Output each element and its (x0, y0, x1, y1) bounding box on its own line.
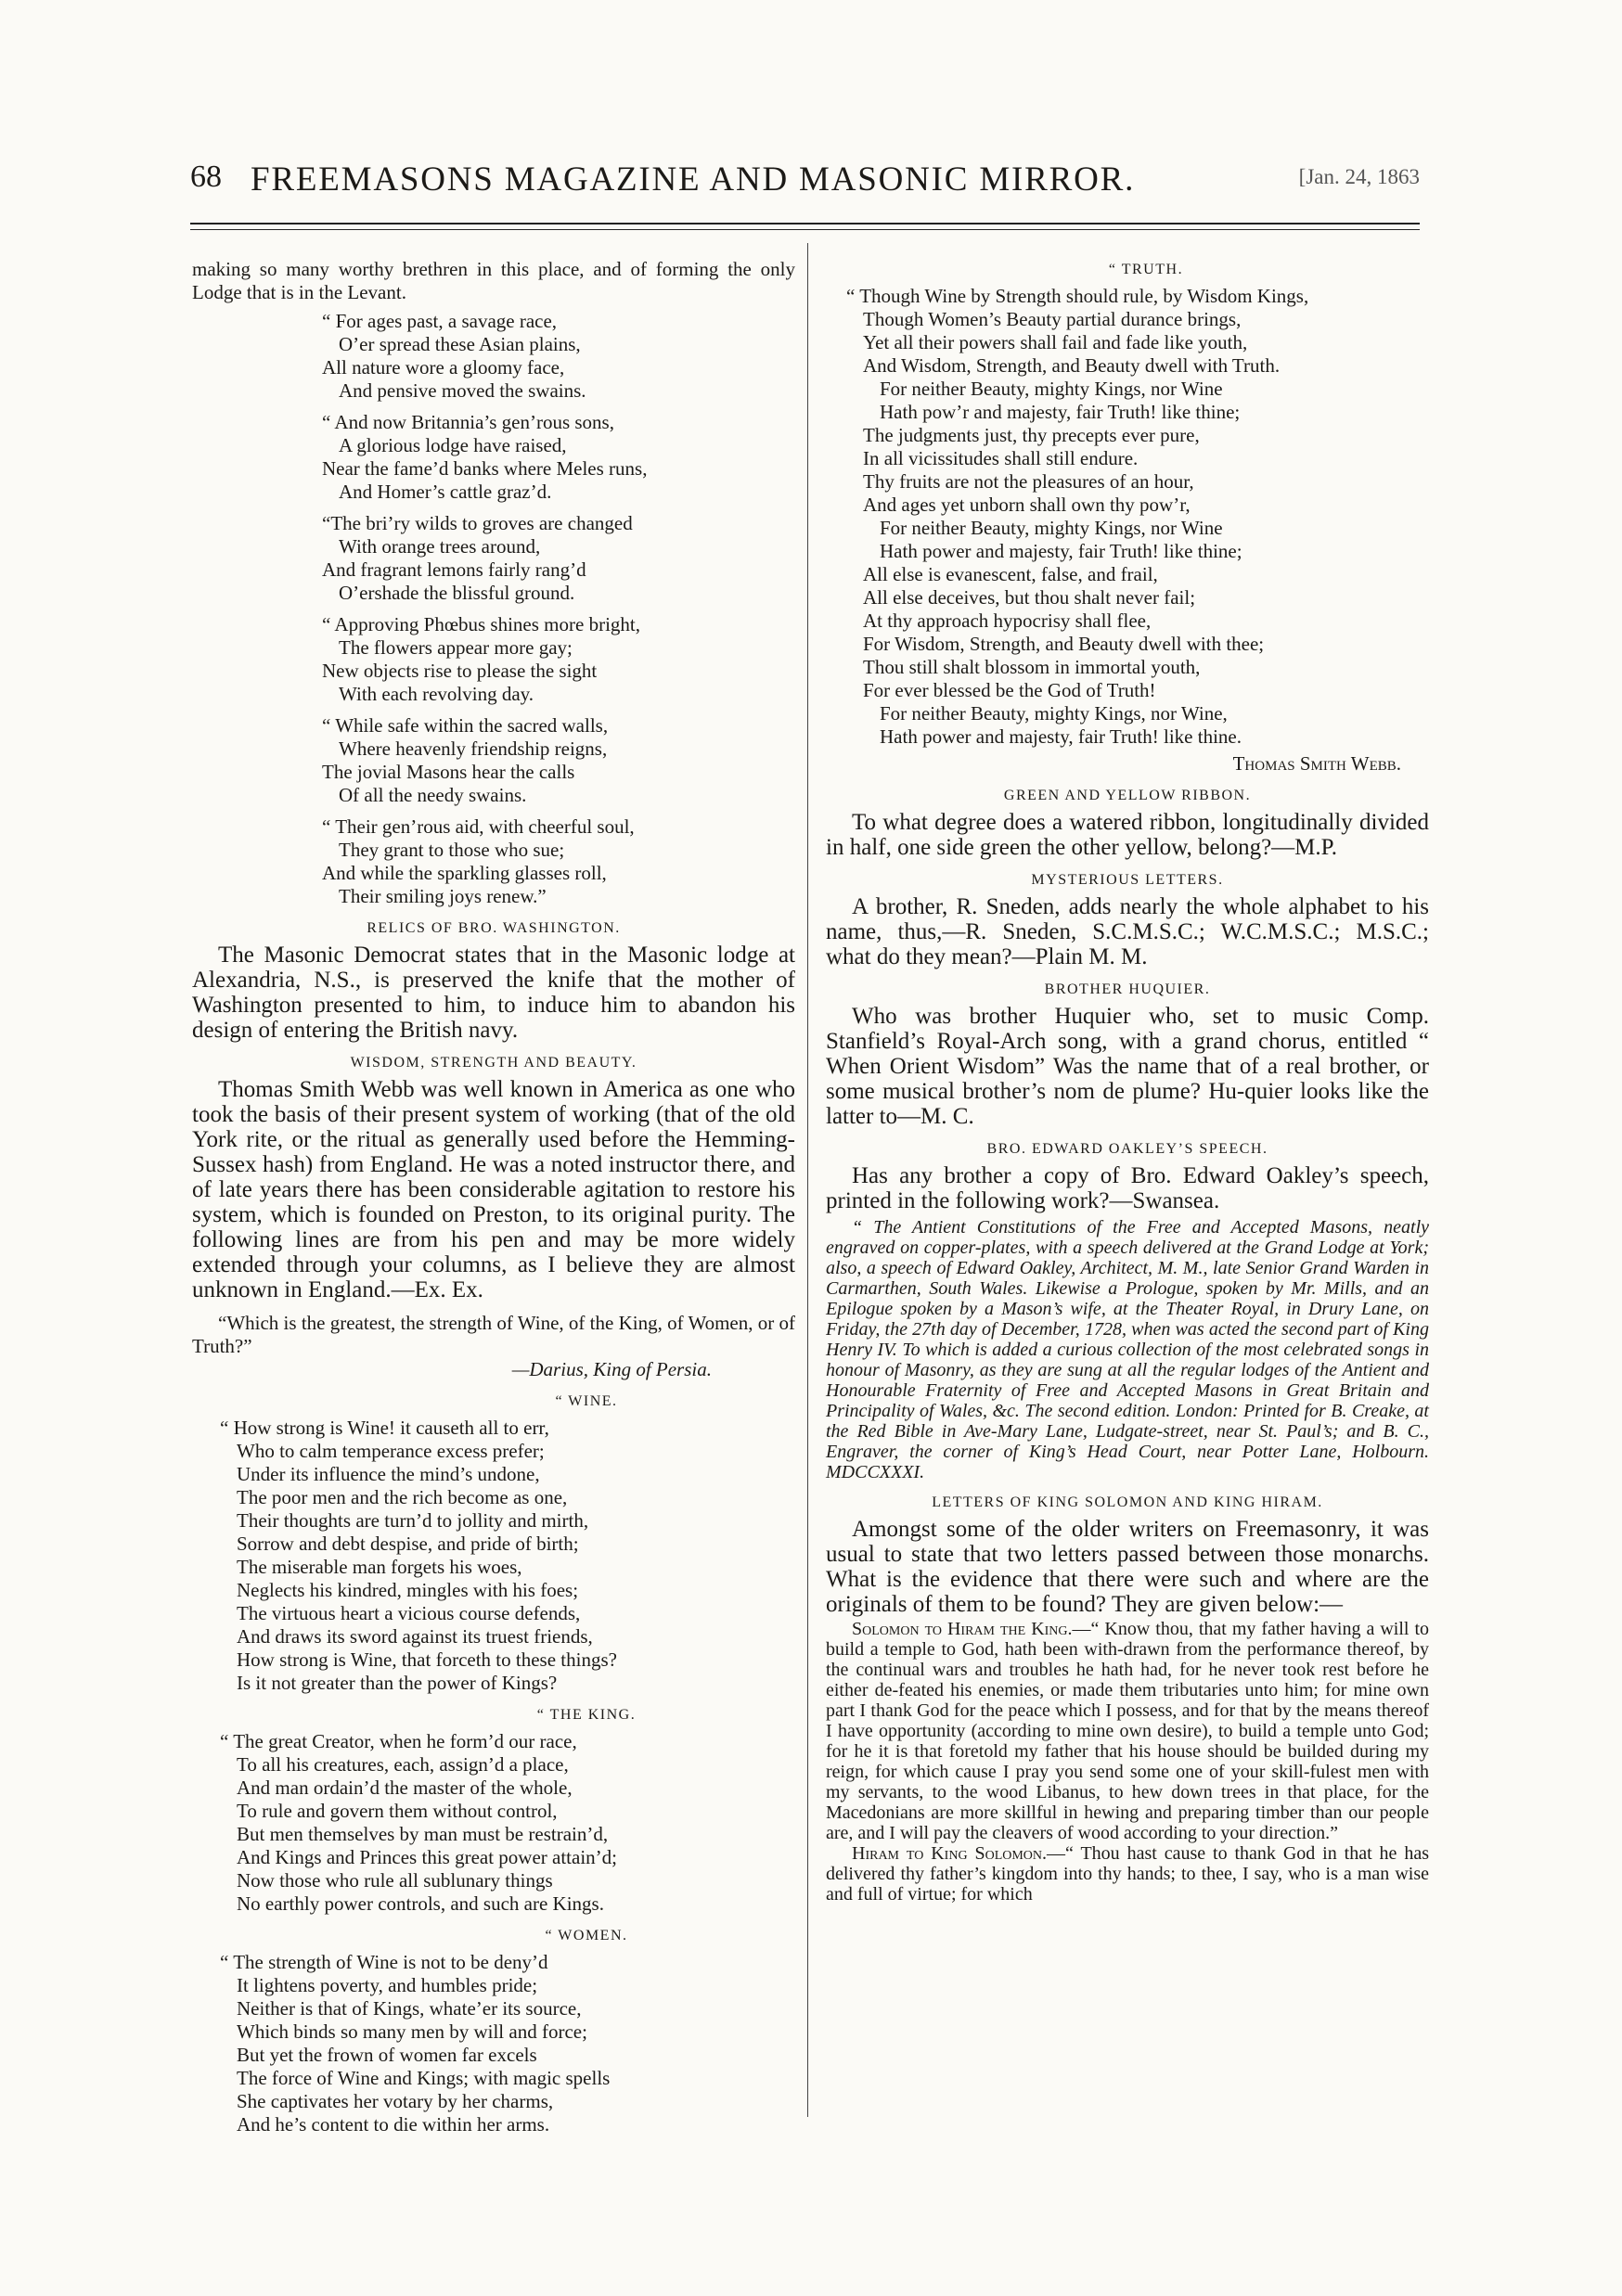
poem-line: They grant to those who sue; (339, 839, 565, 861)
poem-line: With orange trees around, (339, 535, 541, 558)
women-poem (220, 1951, 795, 2136)
poem-line: Hath power and majesty, fair Truth! like thine; (880, 540, 1242, 562)
poem-line: Thou still shalt blossom in immortal youth, (863, 656, 1201, 678)
poem-line: How strong is Wine, that forceth to these things? (237, 1648, 617, 1671)
poem-line: All else deceives, but thou shalt never fail; (863, 586, 1196, 609)
stanza (322, 613, 795, 706)
mysterious-letters-heading: MYSTERIOUS LETTERS. (1031, 872, 1224, 888)
poem-line: For Wisdom, Strength, and Beauty dwell with thee; (863, 633, 1265, 655)
letters-heading: LETTERS OF KING SOLOMON AND KING HIRAM. (932, 1494, 1323, 1510)
header-rule-thin (190, 229, 1420, 230)
poem-line: And Homer’s cattle graz’d. (339, 481, 552, 503)
stanza (322, 310, 795, 403)
truth-signature: Thomas Smith Webb. (1232, 752, 1401, 775)
poem-line: “ And now Britannia’s gen’rous sons, (322, 411, 614, 433)
hiram-letter (826, 1843, 1429, 1905)
solomon-letter (826, 1619, 1429, 1843)
intro-paragraph: making so many worthy brethren in this place, and of forming the only Lodge that is in the Levant. (192, 258, 795, 303)
poem-line: It lightens poverty, and humbles pride; (237, 1974, 538, 1996)
poem-line: And he’s content to die within her arms. (237, 2113, 550, 2136)
right-column (826, 258, 1429, 1905)
stanza (322, 815, 795, 908)
oakley-text: Has any brother a copy of Bro. Edward Oakley’s speech, printed in the following work?—Swansea. (826, 1163, 1429, 1213)
poem-line: The miserable man forgets his woes, (237, 1556, 522, 1578)
poem-line: And pensive moved the swains. (339, 379, 586, 402)
poem-line: Now those who rule all sublunary things (237, 1869, 553, 1892)
poem-line: Which binds so many men by will and force; (237, 2020, 587, 2043)
poem-line: But men themselves by man must be restrain’d, (237, 1823, 609, 1845)
poem-line: At thy approach hypocrisy shall flee, (863, 609, 1152, 632)
women-heading: “ WOMEN. (545, 1928, 628, 1943)
poem-line: And Wisdom, Strength, and Beauty dwell with Truth. (863, 354, 1281, 377)
poem-line: And draws its sword against its truest friends, (237, 1625, 593, 1648)
darius-quote: “Which is the greatest, the strength of Wine, of the King, of Women, or of Truth?” (192, 1312, 795, 1357)
poem-line: “ While safe within the sacred walls, (322, 714, 609, 737)
solomon-label: Solomon to Hiram the King. (852, 1619, 1073, 1639)
solomon-text: —“ Know thou, that my father having a will to build a temple to God, hath been with-drawn from the performance thereof, by the continual wars and troubles he hath had, for he never took rest before he either de-feated his enemies, or made them tributaries unto him; for mine own part I thank God for the peace which I possess, and for that by the means thereof I have opportunity (according to mine own desire), to build a temple unto God; for he it is that foretold my father that his house should be builded during my reign, for which cause I pray you send some one of your skill-fulest men with my servants, to the wood Libanus, to hew down trees in that place, for the Macedonians are more skillful in hewing and preparing timber than our people are, and I will pay the cleavers of wood according to your direction.” (826, 1619, 1429, 1843)
poem-line: The poor men and the rich become as one, (237, 1486, 568, 1508)
poem-line: To rule and govern them without control, (237, 1800, 558, 1822)
huquier-heading: BROTHER HUQUIER. (1044, 981, 1211, 997)
header-rule (190, 223, 1420, 224)
poem-line: And ages yet unborn shall own thy pow’r, (863, 494, 1191, 516)
poem-line: Where heavenly friendship reigns, (339, 738, 608, 760)
journal-title: FREEMASONS MAGAZINE AND MASONIC MIRROR. (251, 160, 1136, 199)
ribbon-text: To what degree does a watered ribbon, longitudinally divided in half, one side green the other yellow, belong?—M.P. (826, 810, 1429, 860)
ribbon-heading: GREEN AND YELLOW RIBBON. (1003, 788, 1252, 803)
poem-line: Their smiling joys renew.” (339, 885, 547, 907)
poem-line: Thy fruits are not the pleasures of an hour, (863, 470, 1194, 493)
poem-line: “ Approving Phœbus shines more bright, (322, 613, 640, 635)
poem-line: For neither Beauty, mighty Kings, nor Wine (880, 517, 1223, 539)
stanza (322, 411, 795, 504)
poem-line: Their thoughts are turn’d to jollity and mirth, (237, 1509, 589, 1532)
poem-line: “The bri’ry wilds to groves are changed (322, 512, 633, 534)
poem-line: A glorious lodge have raised, (339, 434, 567, 456)
poem-line: In all vicissitudes shall still endure. (863, 447, 1139, 469)
poem-line: For ever blessed be the God of Truth! (863, 679, 1156, 701)
wine-heading: “ WINE. (555, 1393, 618, 1409)
poem-line: Hath power and majesty, fair Truth! like thine. (880, 725, 1242, 748)
poem-line: All else is evanescent, false, and frail, (863, 563, 1158, 585)
poem-line: The virtuous heart a vicious course defends, (237, 1602, 581, 1624)
poem-line: Neither is that of Kings, whate’er its source, (237, 1997, 582, 2020)
column-divider (807, 243, 808, 2117)
poem-line: But yet the frown of women far excels (237, 2044, 537, 2066)
poem-line: With each revolving day. (339, 683, 534, 705)
truth-heading: “ TRUTH. (1108, 262, 1184, 277)
poem-line: Near the fame’d banks where Meles runs, (322, 457, 648, 480)
poem-line: The force of Wine and Kings; with magic spells (237, 2067, 611, 2089)
poem-line: To all his creatures, each, assign’d a place, (237, 1753, 569, 1776)
poem-line: “ Though Wine by Strength should rule, by Wisdom Kings, (846, 285, 1309, 307)
king-heading: “ THE KING. (536, 1707, 637, 1723)
left-column (192, 258, 795, 2142)
letters-text: Amongst some of the older writers on Freemasonry, it was usual to state that two letters passed between those monarchs. What is the evidence that there were such and where are the originals of them to be found? They are given below:— (826, 1517, 1429, 1617)
wine-poem (220, 1417, 795, 1695)
poem-line: New objects rise to please the sight (322, 660, 598, 682)
poem-line: Yet all their powers shall fail and fade like youth, (863, 331, 1248, 353)
poem-line: Of all the needy swains. (339, 784, 527, 806)
poem-line: Neglects his kindred, mingles with his foes; (237, 1579, 579, 1601)
poem-line: Is it not greater than the power of Kings? (237, 1672, 558, 1694)
poem-line: Hath pow’r and majesty, fair Truth! like thine; (880, 401, 1241, 423)
poem-line: “ The great Creator, when he form’d our race, (220, 1730, 577, 1752)
poem-line: “ For ages past, a savage race, (322, 310, 558, 332)
poem-line: Who to calm temperance excess prefer; (237, 1440, 545, 1462)
poem-line: O’er spread these Asian plains, (339, 333, 581, 355)
poem-line: O’ershade the blissful ground. (339, 582, 575, 604)
huquier-text: Who was brother Huquier who, set to music Comp. Stanfield’s Royal-Arch song, with a grand chorus, entitled “ When Orient Wisdom” Was the name that of a real brother, or some musical brother’s nom de plume? Hu-quier looks like the latter to—M. C. (826, 1004, 1429, 1129)
poem-line: “ Their gen’rous aid, with cheerful soul, (322, 815, 635, 838)
poem-line: The jovial Masons hear the calls (322, 761, 575, 783)
smyrna-poem (192, 310, 795, 908)
poem-line: And Kings and Princes this great power attain’d; (237, 1846, 617, 1868)
poem-line: For neither Beauty, mighty Kings, nor Wine, (880, 702, 1228, 725)
poem-line: No earthly power controls, and such are Kings. (237, 1892, 604, 1915)
poem-line: And while the sparkling glasses roll, (322, 862, 607, 884)
relics-heading: RELICS OF BRO. WASHINGTON. (367, 920, 621, 936)
poem-line: She captivates her votary by her charms, (237, 2090, 554, 2112)
poem-line: Though Women’s Beauty partial durance brings, (863, 308, 1242, 330)
mysterious-letters-text: A brother, R. Sneden, adds nearly the whole alphabet to his name, thus,—R. Sneden, S.C.M.S.C.; W.C.M.S.C.; M.S.C.; what do they mean?—Plain M. M. (826, 894, 1429, 969)
poem-line: And man ordain’d the master of the whole, (237, 1777, 573, 1799)
truth-poem (846, 285, 1429, 749)
hiram-text: —“ Thou hast cause to thank God in that he has delivered thy father’s kingdom into thy hands; to thee, I say, who is a man wise and full of virtue; for which (826, 1843, 1429, 1905)
poem-line: For neither Beauty, mighty Kings, nor Wine (880, 378, 1223, 400)
poem-line: The flowers appear more gay; (339, 636, 573, 659)
stanza (322, 512, 795, 605)
stanza (322, 714, 795, 807)
darius-attribution: —Darius, King of Persia. (511, 1358, 712, 1380)
poem-line: “ The strength of Wine is not to be deny’d (220, 1951, 548, 1973)
poem-line: The judgments just, thy precepts ever pure, (863, 424, 1200, 446)
wisdom-heading: WISDOM, STRENGTH AND BEAUTY. (350, 1055, 637, 1071)
poem-line: Sorrow and debt despise, and pride of birth; (237, 1533, 579, 1555)
page-header (190, 160, 1420, 206)
king-poem (220, 1730, 795, 1916)
poem-line: Under its influence the mind’s undone, (237, 1463, 540, 1485)
page-number: 68 (190, 160, 222, 194)
poem-line: And fragrant lemons fairly rang’d (322, 558, 586, 581)
poem-line: “ How strong is Wine! it causeth all to err, (220, 1417, 549, 1439)
relics-text: The Masonic Democrat states that in the Masonic lodge at Alexandria, N.S., is preserved the knife that the mother of Washington presented to him, to induce him to abandon his design of entering the British navy. (192, 943, 795, 1043)
wisdom-text: Thomas Smith Webb was well known in America as one who took the basis of their present system of working (that of the old York rite, or the ritual as generally used before the Hemming-Sussex hash) from England. He was a noted instructor there, and of late years there has been considerable agitation to restore his system, which is founded on Preston, to its original purity. The following lines are from his pen and may be more widely extended through your columns, as I believe they are almost unknown in England.—Ex. Ex. (192, 1077, 795, 1302)
oakley-heading: BRO. EDWARD OAKLEY’S SPEECH. (986, 1141, 1268, 1157)
issue-date: [Jan. 24, 1863 (1298, 165, 1420, 188)
hiram-label: Hiram to King Solomon. (852, 1843, 1048, 1864)
oakley-book-title: “ The Antient Constitutions of the Free and Accepted Masons, neatly engraved on copper-plates, with a speech delivered at the Grand Lodge at York; also, a speech of Edward Oakley, Architect, M. M., late Senior Grand Warden in Carmarthen, South Wales. Likewise a Prologue, spoken by Mr. Mills, and an Epilogue spoken by a Mason’s wife, at the Theater Royal, in Drury Lane, on Friday, the 27th day of December, 1728, when was acted the second part of King Henry IV. To which is added a curious collection of the most celebrated songs in honour of Masonry, as they are sung at all the regular lodges of the Antient and Honourable Fraternity of Free and Accepted Masons in Great Britain and Principality of Wales, &c. The second edition. London: Printed for B. Creake, at the Red Bible in Ave-Mary Lane, Ludgate-street, near St. Paul’s; and B. C., Engraver, the corner of King’s Head Court, near Potter Lane, Holbourn. MDCCXXXI. (826, 1217, 1429, 1482)
poem-line: All nature wore a gloomy face, (322, 356, 565, 378)
